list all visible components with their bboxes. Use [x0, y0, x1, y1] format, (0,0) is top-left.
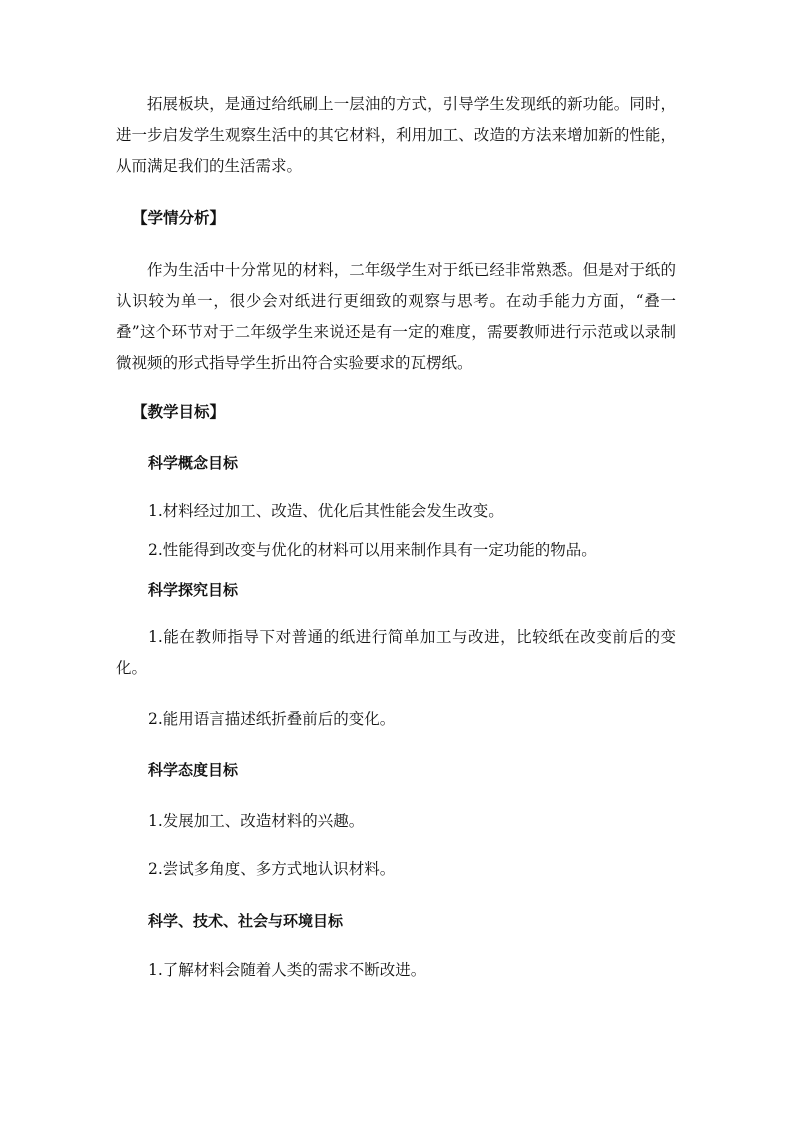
attitude-goal-title: 科学态度目标: [148, 761, 239, 779]
concept-goal-item-1: 1.材料经过加工、改造、优化后其性能会发生改变。: [148, 502, 504, 520]
stse-goal-title: 科学、技术、社会与环境目标: [148, 912, 344, 930]
inquiry-goal-title: 科学探究目标: [148, 581, 239, 599]
intro-paragraph: 拓展板块，是通过给纸刷上一层油的方式，引导学生发现纸的新功能。同时，进一步启发学生观察生活中的其它材料，利用加工、改造的方法来增加新的性能，从而满足我们的生活需求。: [116, 95, 676, 175]
learning-analysis-paragraph: 作为生活中十分常见的材料，二年级学生对于纸已经非常熟悉。但是对于纸的认识较为单一，很少会对纸进行更细致的观察与思考。在动手能力方面，“叠一叠”这个环节对于二年级学生来说还是有一定的难度，需要教师进行示范或以录制微视频的形式指导学生折出符合实验要求的瓦楞纸。: [116, 261, 676, 372]
inquiry-goal-item-2: 2.能用语言描述纸折叠前后的变化。: [148, 710, 396, 728]
learning-analysis-heading: 【学情分析】: [132, 209, 226, 227]
teaching-goals-heading: 【教学目标】: [132, 403, 226, 421]
concept-goal-item-2: 2.性能得到改变与优化的材料可以用来制作具有一定功能的物品。: [148, 541, 597, 559]
concept-goal-title: 科学概念目标: [148, 454, 239, 472]
inquiry-goal-item-1: 1.能在教师指导下对普通的纸进行简单加工与改进，比较纸在改变前后的变化。: [116, 628, 676, 677]
stse-goal-item-1: 1.了解材料会随着人类的需求不断改进。: [148, 961, 427, 979]
attitude-goal-item-1: 1.发展加工、改造材料的兴趣。: [148, 812, 365, 830]
attitude-goal-item-2: 2.尝试多角度、多方式地认识材料。: [148, 860, 396, 878]
